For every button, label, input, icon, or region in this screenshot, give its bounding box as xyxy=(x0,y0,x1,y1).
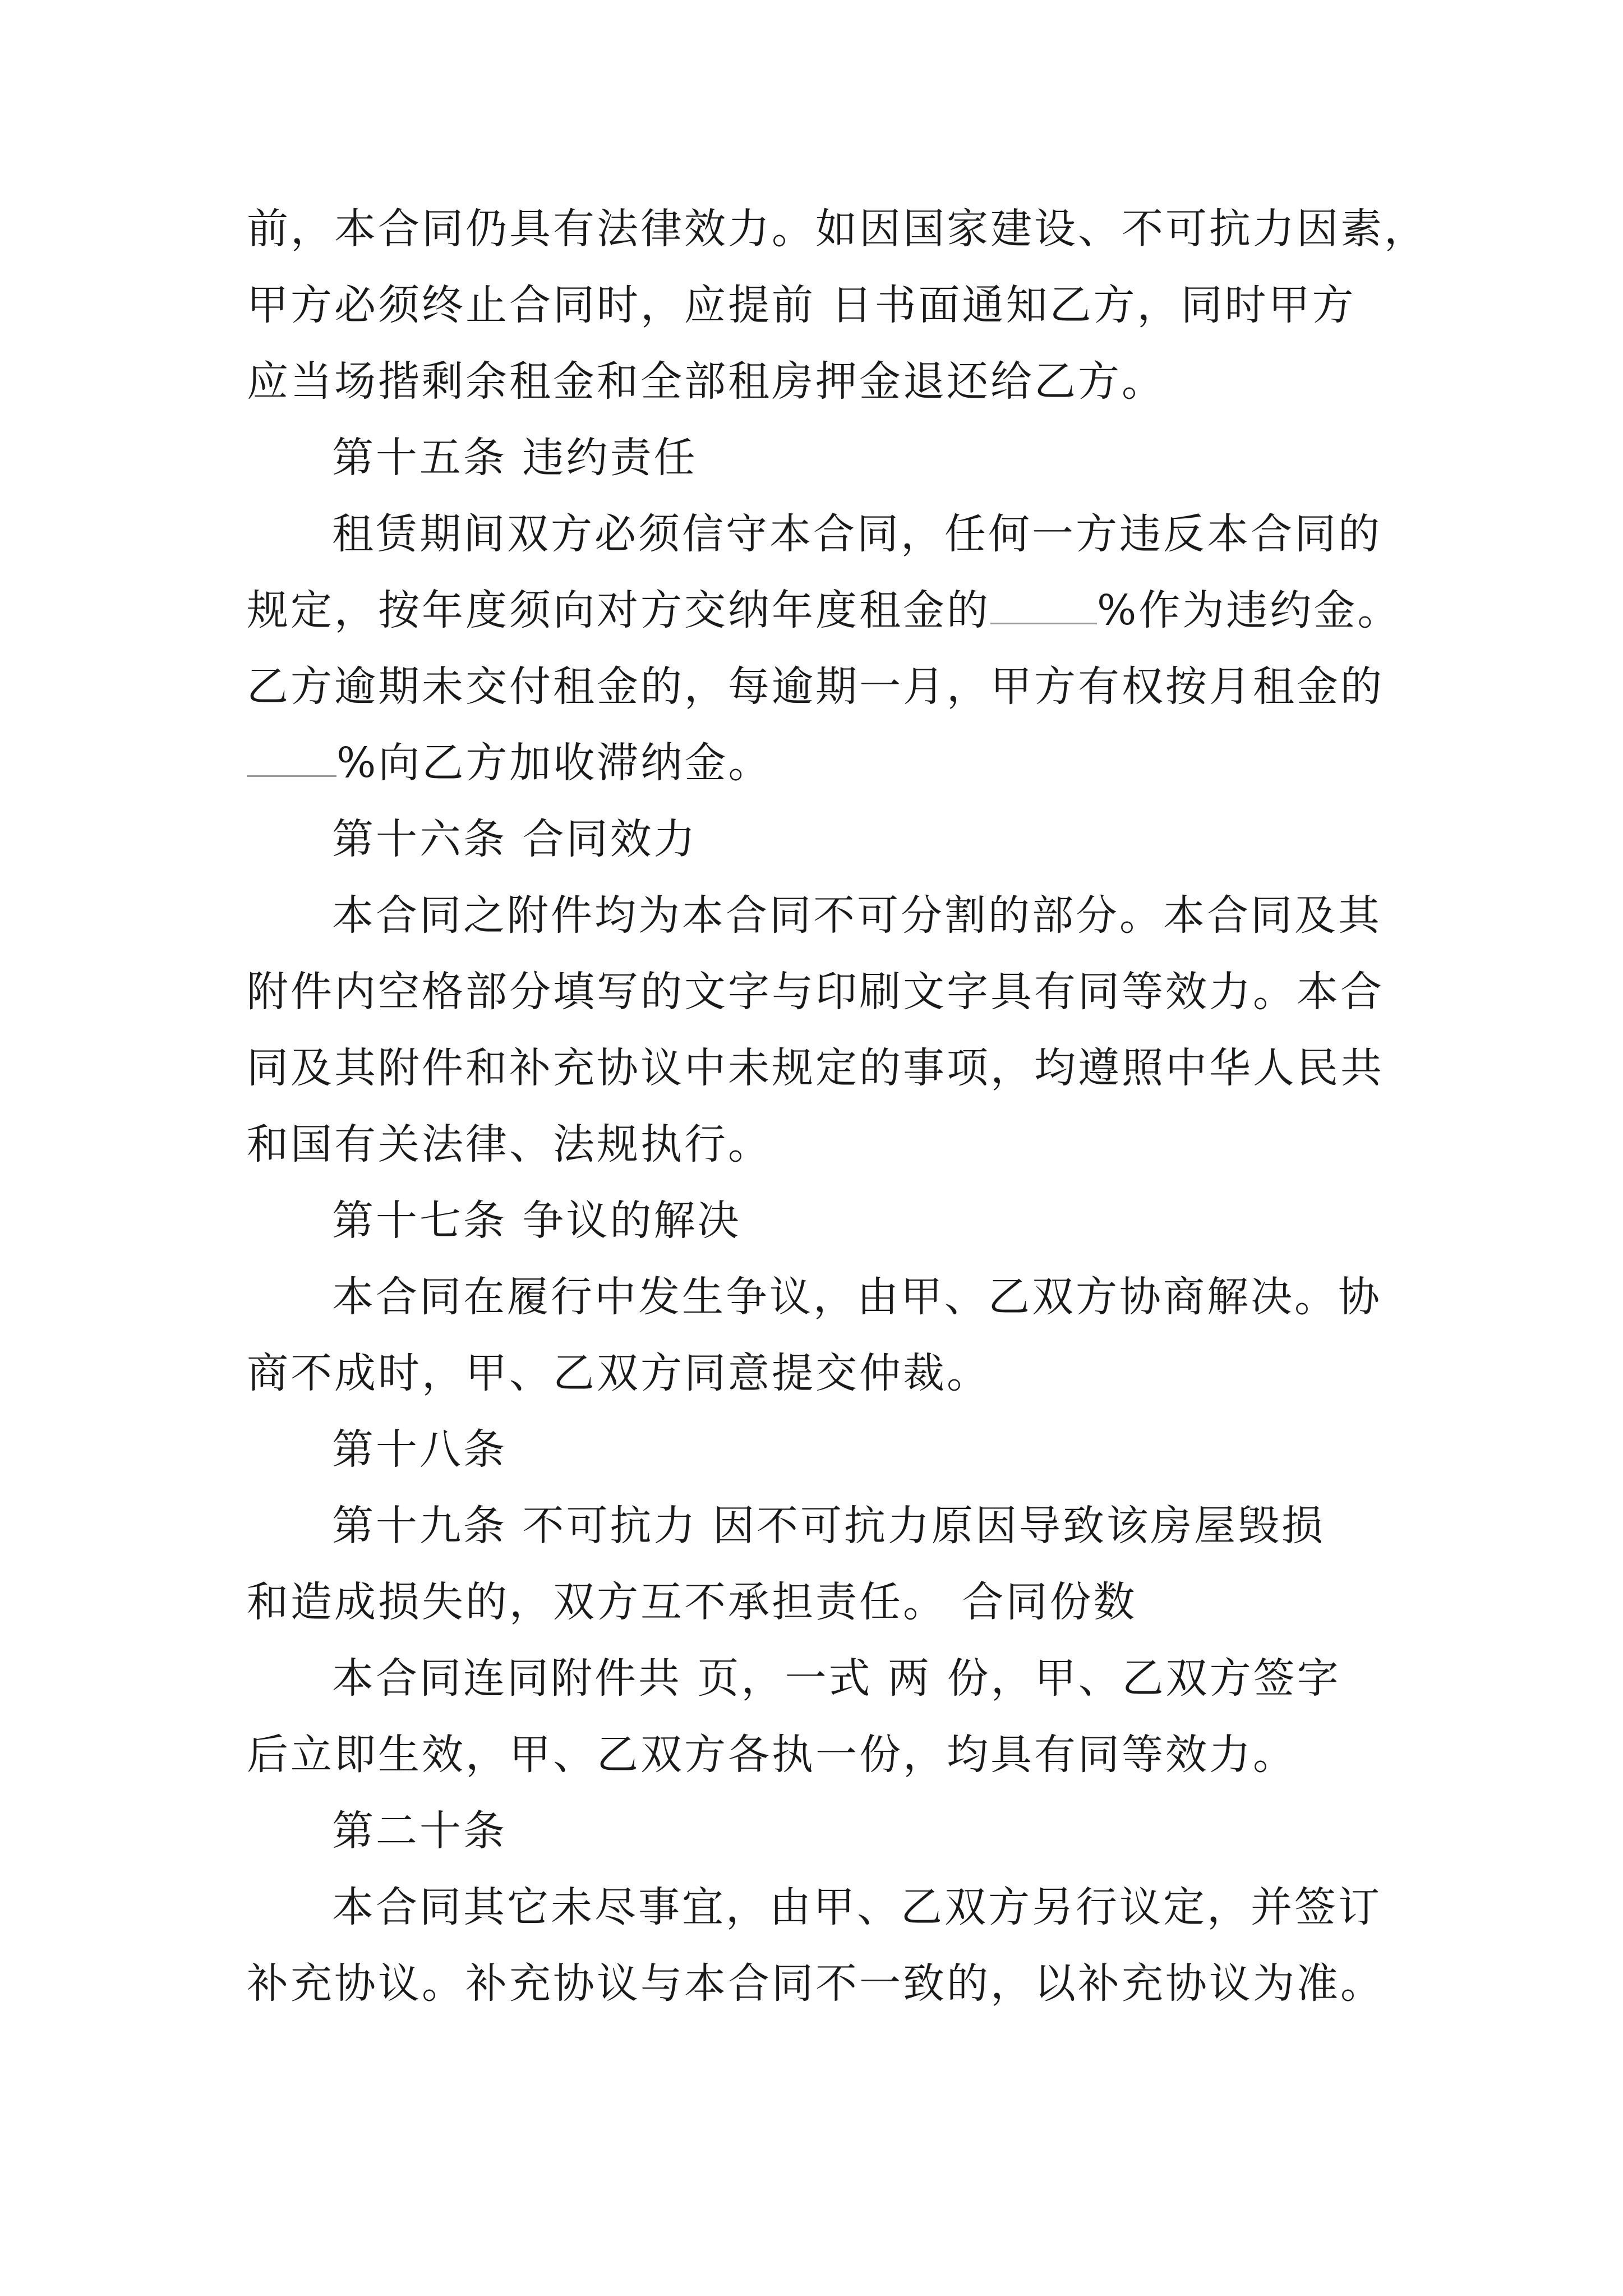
article-16-heading: 第十六条 合同效力 xyxy=(332,815,698,863)
paragraph-line: 和造成损失的，双方互不承担责任。 合同份数 xyxy=(247,1578,1137,1626)
article-20-heading: 第二十条 xyxy=(332,1807,507,1855)
paragraph-line: 甲方必须终止合同时，应提前 日书面通知乙方，同时甲方 xyxy=(247,281,1356,329)
text-segment: 规定，按年度须向对方交纳年度租金的 xyxy=(247,586,990,634)
paragraph-line: 同及其附件和补充协议中未规定的事项，均遵照中华人民共 xyxy=(247,1044,1384,1092)
article-17-heading: 第十七条 争议的解决 xyxy=(332,1197,741,1245)
contract-text xyxy=(247,191,1428,2022)
paragraph-line: 本合同之附件均为本合同不可分割的部分。本合同及其 xyxy=(332,891,1382,940)
paragraph-line xyxy=(247,725,1391,801)
paragraph-line: 和国有关法律、法规执行。 xyxy=(247,1120,772,1168)
paragraph-line: 本合同在履行中发生争议，由甲、乙双方协商解决。协 xyxy=(332,1273,1382,1321)
paragraph-line: 附件内空格部分填写的文字与印刷文字具有同等效力。本合 xyxy=(247,968,1384,1016)
article-18-heading: 第十八条 xyxy=(332,1425,507,1474)
paragraph-line: 本合同连同附件共 页，一式 两 份，甲、乙双方签字 xyxy=(332,1654,1341,1703)
article-19-heading: 第十九条 不可抗力 因不可抗力原因导致该房屋毁损 xyxy=(332,1502,1326,1550)
paragraph-line: 补充协议。补充协议与本合同不一致的，以补充协议为准。 xyxy=(247,1959,1384,2008)
text-segment: %作为违约金。 xyxy=(1097,586,1401,634)
paragraph-line: 租赁期间双方必须信守本合同，任何一方违反本合同的 xyxy=(332,510,1382,558)
paragraph-line: 前，本合同仍具有法律效力。如因国家建设、不可抗力因素， xyxy=(247,205,1428,253)
blank-fill-line xyxy=(247,742,336,777)
paragraph-line: 本合同其它未尽事宜，由甲、乙双方另行议定，并签订 xyxy=(332,1883,1382,1931)
paragraph-line: 商不成时，甲、乙双方同意提交仲裁。 xyxy=(247,1349,990,1397)
paragraph-line: 应当场揩剩余租金和全部租房押金退还给乙方。 xyxy=(247,357,1165,406)
article-15-heading: 第十五条 违约责任 xyxy=(332,434,698,482)
paragraph-line: 后立即生效，甲、乙双方各执一份，均具有同等效力。 xyxy=(247,1731,1297,1779)
paragraph-line: 乙方逾期未交付租金的，每逾期一月，甲方有权按月租金的 xyxy=(247,662,1384,711)
text-segment: %向乙方加收滞纳金。 xyxy=(336,739,772,787)
paragraph-line xyxy=(247,572,1401,648)
blank-fill-line xyxy=(990,589,1097,624)
